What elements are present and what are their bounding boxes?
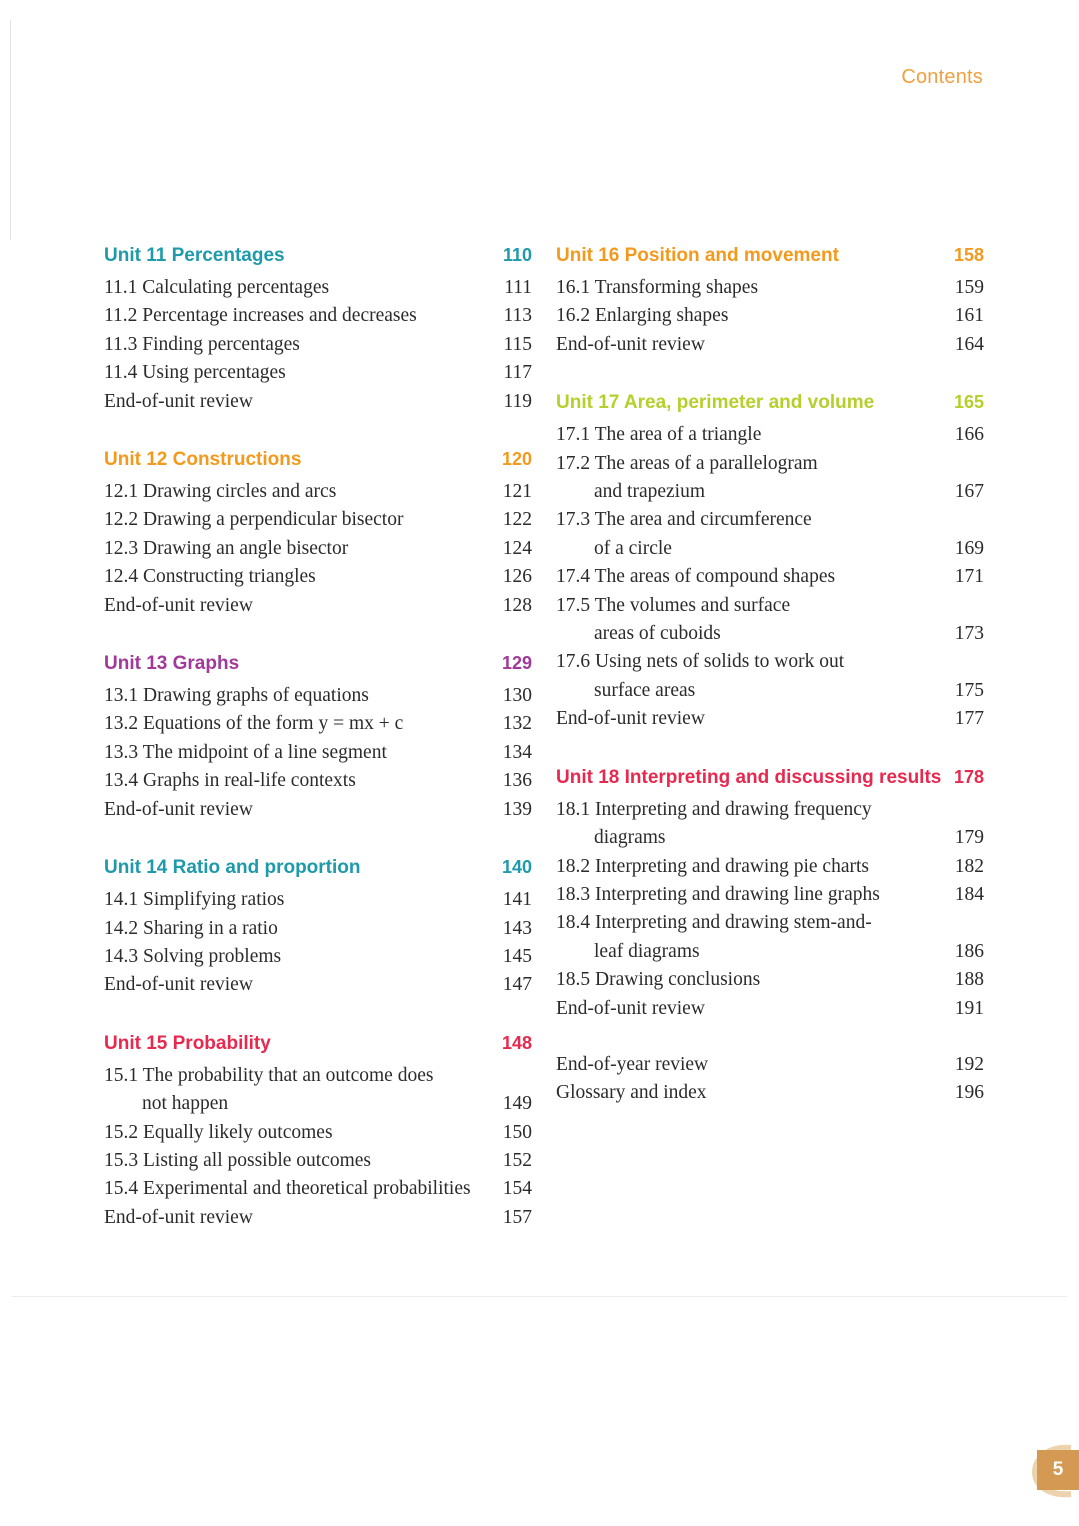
entry-label <box>556 592 950 649</box>
entry-title: Glossary and index <box>556 1082 707 1104</box>
entry-page-number: 111 <box>504 277 532 298</box>
entry-label <box>104 506 498 534</box>
contents-entry <box>556 648 984 705</box>
entry-page-number: 184 <box>954 883 984 905</box>
contents-entry <box>556 1079 984 1107</box>
entry-title: 12.1 Drawing circles and arcs <box>104 481 337 503</box>
entry-label <box>556 648 950 705</box>
unit-section <box>104 240 532 416</box>
contents-entry <box>104 739 532 767</box>
entry-label <box>556 506 950 563</box>
contents-entry <box>104 1147 532 1175</box>
contents-entry <box>104 592 532 620</box>
unit-section <box>104 852 532 1000</box>
unit-title: Unit 16 Position and movement <box>556 245 839 266</box>
entry-label <box>104 1147 498 1175</box>
page-number: 5 <box>1037 1450 1079 1490</box>
contents-entry <box>556 853 984 881</box>
entry-page-number: 157 <box>502 1206 532 1228</box>
contents-entry <box>556 705 984 733</box>
entry-label <box>104 1175 498 1203</box>
entry-label <box>104 886 498 914</box>
entry-title: 13.2 Equations of the form y = mx + c <box>104 713 404 735</box>
unit-title: Unit 18 Interpreting and discussing results <box>556 766 942 788</box>
unit-heading <box>104 648 532 682</box>
entry-page-number: 121 <box>502 481 532 503</box>
entry-title-continued: of a circle <box>594 537 672 559</box>
entry-page-number: 149 <box>502 1093 532 1115</box>
unit-title: Unit 11 Percentages <box>104 245 285 266</box>
contents-entry <box>104 563 532 591</box>
entry-label <box>104 971 498 999</box>
unit-title: Unit 12 Constructions <box>104 449 302 471</box>
entry-label <box>104 915 498 943</box>
entry-page-number: 159 <box>954 277 984 298</box>
unit-page-number: 178 <box>953 766 984 787</box>
page-header-title: Contents <box>901 66 983 88</box>
unit-page-number: 148 <box>501 1032 532 1053</box>
unit-page-number: 120 <box>501 449 532 470</box>
entry-title: 12.3 Drawing an angle bisector <box>104 537 349 559</box>
entry-title: 18.4 Interpreting and drawing stem-and- <box>556 912 872 934</box>
entry-title: End-of-unit review <box>104 594 253 616</box>
entry-page-number: 164 <box>954 333 984 355</box>
entry-title-continued: not happen <box>142 1093 229 1115</box>
contents-entry <box>104 478 532 506</box>
entry-label <box>556 563 950 591</box>
entry-title: 15.3 Listing all possible outcomes <box>104 1149 372 1171</box>
contents-entry <box>556 592 984 649</box>
contents-entry <box>556 302 984 330</box>
entry-label <box>556 853 950 881</box>
contents-entry <box>104 971 532 999</box>
contents-entry <box>556 995 984 1023</box>
entry-title: 14.1 Simplifying ratios <box>104 889 285 911</box>
contents-entry <box>104 506 532 534</box>
entry-label <box>556 796 950 853</box>
contents-entry <box>104 302 532 330</box>
unit-title: Unit 14 Ratio and proportion <box>104 857 361 879</box>
entry-title-continued: areas of cuboids <box>594 623 721 645</box>
entry-title: End-of-unit review <box>104 1206 253 1228</box>
entry-page-number: 130 <box>502 685 532 707</box>
entry-page-number: 136 <box>502 770 532 792</box>
contents-entry <box>556 909 984 966</box>
contents-entry <box>104 886 532 914</box>
unit-section <box>556 762 984 1023</box>
entry-title: 13.3 The midpoint of a line segment <box>104 741 387 763</box>
entry-page-number: 119 <box>503 390 532 412</box>
contents-entry <box>556 506 984 563</box>
unit-page-number: 140 <box>501 857 532 878</box>
entry-label <box>104 943 498 971</box>
entry-title: 17.2 The areas of a parallelogram <box>556 452 818 474</box>
entry-title: 17.3 The area and circumference <box>556 509 812 531</box>
entry-title: 17.5 The volumes and surface <box>556 594 791 616</box>
entry-label <box>104 359 498 387</box>
unit-title: Unit 13 Graphs <box>104 653 240 675</box>
unit-page-number: 158 <box>953 245 984 265</box>
entry-label <box>104 1119 498 1147</box>
margin-rule <box>10 20 11 240</box>
entry-title: 12.4 Constructing triangles <box>104 566 316 588</box>
contents-entry <box>104 274 532 302</box>
entry-page-number: 161 <box>954 305 984 327</box>
entry-page-number: 139 <box>502 798 532 820</box>
entry-label <box>556 966 950 994</box>
entry-title: End-of-unit review <box>556 997 705 1019</box>
contents-entry <box>104 535 532 563</box>
entry-page-number: 124 <box>502 537 532 559</box>
entry-page-number: 182 <box>954 855 984 877</box>
entry-page-number: 152 <box>502 1149 532 1171</box>
contents-entry <box>104 388 532 416</box>
unit-page-number: 110 <box>502 245 532 265</box>
entry-page-number: 166 <box>954 424 984 446</box>
entry-label <box>556 331 950 359</box>
entry-title-continued: leaf diagrams <box>594 940 700 962</box>
entry-label <box>556 450 950 507</box>
contents-entry <box>104 710 532 738</box>
entry-label <box>556 909 950 966</box>
contents-column-right <box>556 240 984 1108</box>
entry-label <box>104 796 498 824</box>
contents-entry <box>104 1204 532 1232</box>
entry-page-number: 147 <box>502 974 532 996</box>
entry-label <box>104 592 498 620</box>
entry-title: End-of-unit review <box>104 390 253 412</box>
entry-page-number: 143 <box>502 917 532 939</box>
contents-entry <box>556 796 984 853</box>
contents-entry <box>104 915 532 943</box>
entry-page-number: 154 <box>502 1178 532 1200</box>
unit-heading <box>556 762 984 796</box>
entry-page-number: 122 <box>502 509 532 531</box>
entry-label <box>556 302 950 330</box>
entry-title: 13.4 Graphs in real-life contexts <box>104 770 356 792</box>
entry-page-number: 191 <box>954 997 984 1019</box>
entry-page-number: 169 <box>954 537 984 559</box>
entry-title: 17.6 Using nets of solids to work out <box>556 651 845 673</box>
entry-title: End-of-unit review <box>556 333 705 355</box>
entry-label <box>104 535 498 563</box>
entry-title: End-of-unit review <box>104 798 253 820</box>
contents-column-left <box>104 240 532 1260</box>
unit-section <box>104 444 532 620</box>
unit-heading <box>556 387 984 421</box>
contents-entry <box>556 563 984 591</box>
entry-title: End-of-year review <box>556 1053 709 1075</box>
entry-label <box>104 1204 498 1232</box>
entry-page-number: 175 <box>954 679 984 701</box>
contents-entry <box>104 682 532 710</box>
contents-entry <box>104 1175 532 1203</box>
entry-page-number: 173 <box>954 623 984 645</box>
contents-entry <box>556 966 984 994</box>
unit-section <box>104 648 532 824</box>
contents-entry <box>104 1062 532 1119</box>
contents-entry <box>104 943 532 971</box>
entry-page-number: 167 <box>954 481 984 503</box>
entry-title: 15.1 The probability that an outcome does <box>104 1064 434 1086</box>
entry-title-continued: surface areas <box>594 679 696 701</box>
entry-label <box>104 767 498 795</box>
contents-entry <box>556 274 984 302</box>
entry-title: 17.1 The area of a triangle <box>556 424 762 446</box>
entry-label <box>556 881 950 909</box>
contents-entry <box>556 881 984 909</box>
contents-entry <box>556 421 984 449</box>
entry-page-number: 192 <box>954 1053 984 1075</box>
entry-page-number: 196 <box>954 1082 984 1104</box>
unit-section <box>556 240 984 359</box>
entry-label <box>104 563 498 591</box>
entry-title: 14.3 Solving problems <box>104 945 282 967</box>
entry-title-continued: diagrams <box>594 827 666 849</box>
entry-page-number: 126 <box>502 566 532 588</box>
entry-label <box>556 421 950 449</box>
contents-entry <box>104 796 532 824</box>
unit-heading <box>104 1028 532 1062</box>
entry-title: 15.2 Equally likely outcomes <box>104 1121 333 1143</box>
entry-label <box>104 1062 498 1119</box>
entry-page-number: 179 <box>954 827 984 849</box>
entry-page-number: 145 <box>502 945 532 967</box>
entry-label <box>104 388 498 416</box>
contents-entry <box>556 450 984 507</box>
contents-entry <box>104 1119 532 1147</box>
contents-entry <box>556 1051 984 1079</box>
entry-page-number: 150 <box>502 1121 532 1143</box>
unit-heading <box>104 240 532 274</box>
entry-page-number: 188 <box>954 969 984 991</box>
entry-page-number: 171 <box>954 566 984 588</box>
unit-heading <box>556 240 984 274</box>
entry-page-number: 117 <box>503 362 532 384</box>
entry-label <box>556 274 950 302</box>
entry-label <box>104 682 498 710</box>
entry-page-number: 132 <box>502 713 532 735</box>
entry-label <box>104 739 498 767</box>
unit-section <box>104 1028 532 1232</box>
unit-page-number: 165 <box>953 392 984 413</box>
entry-page-number: 186 <box>954 940 984 962</box>
entry-page-number: 177 <box>954 708 984 730</box>
entry-title: End-of-unit review <box>556 708 705 730</box>
entry-title: 18.3 Interpreting and drawing line graphs <box>556 883 880 905</box>
unit-title: Unit 15 Probability <box>104 1032 271 1054</box>
entry-title: 11.4 Using percentages <box>104 362 286 384</box>
entry-label <box>556 705 950 733</box>
entry-title: 18.2 Interpreting and drawing pie charts <box>556 855 869 877</box>
entry-page-number: 128 <box>502 594 532 616</box>
entry-title: 12.2 Drawing a perpendicular bisector <box>104 509 404 531</box>
unit-title: Unit 17 Area, perimeter and volume <box>556 392 875 414</box>
unit-heading <box>104 852 532 886</box>
entry-title-continued: and trapezium <box>594 481 705 503</box>
entry-page-number: 113 <box>503 305 532 327</box>
unit-page-number: 129 <box>501 653 532 674</box>
entry-title: 11.2 Percentage increases and decreases <box>104 305 417 327</box>
entry-label <box>556 1051 950 1079</box>
unit-heading <box>104 444 532 478</box>
entry-title: 18.1 Interpreting and drawing frequency <box>556 798 872 820</box>
entry-title: 11.3 Finding percentages <box>104 333 300 355</box>
entry-title: 11.1 Calculating percentages <box>104 277 330 298</box>
contents-entry <box>104 331 532 359</box>
entry-title: 14.2 Sharing in a ratio <box>104 917 278 939</box>
contents-entry <box>104 767 532 795</box>
entry-label <box>104 478 498 506</box>
contents-entry <box>104 359 532 387</box>
entry-title: 16.2 Enlarging shapes <box>556 305 729 327</box>
entry-label <box>104 331 498 359</box>
entry-page-number: 141 <box>502 889 532 911</box>
entry-title: 13.1 Drawing graphs of equations <box>104 685 369 707</box>
entry-page-number: 115 <box>503 333 532 355</box>
entry-label <box>104 710 498 738</box>
entry-label <box>104 274 498 302</box>
entry-title: End-of-unit review <box>104 974 253 996</box>
entry-title: 17.4 The areas of compound shapes <box>556 566 836 588</box>
entry-label <box>556 1079 950 1107</box>
entry-label <box>556 995 950 1023</box>
footer-rule <box>12 1296 1067 1297</box>
entry-title: 16.1 Transforming shapes <box>556 277 759 298</box>
entry-label <box>104 302 498 330</box>
contents-entry <box>556 331 984 359</box>
entry-title: 18.5 Drawing conclusions <box>556 969 761 991</box>
back-matter-list <box>556 1051 984 1108</box>
unit-section <box>556 387 984 733</box>
entry-page-number: 134 <box>502 741 532 763</box>
entry-title: 15.4 Experimental and theoretical probabilities <box>104 1178 471 1200</box>
